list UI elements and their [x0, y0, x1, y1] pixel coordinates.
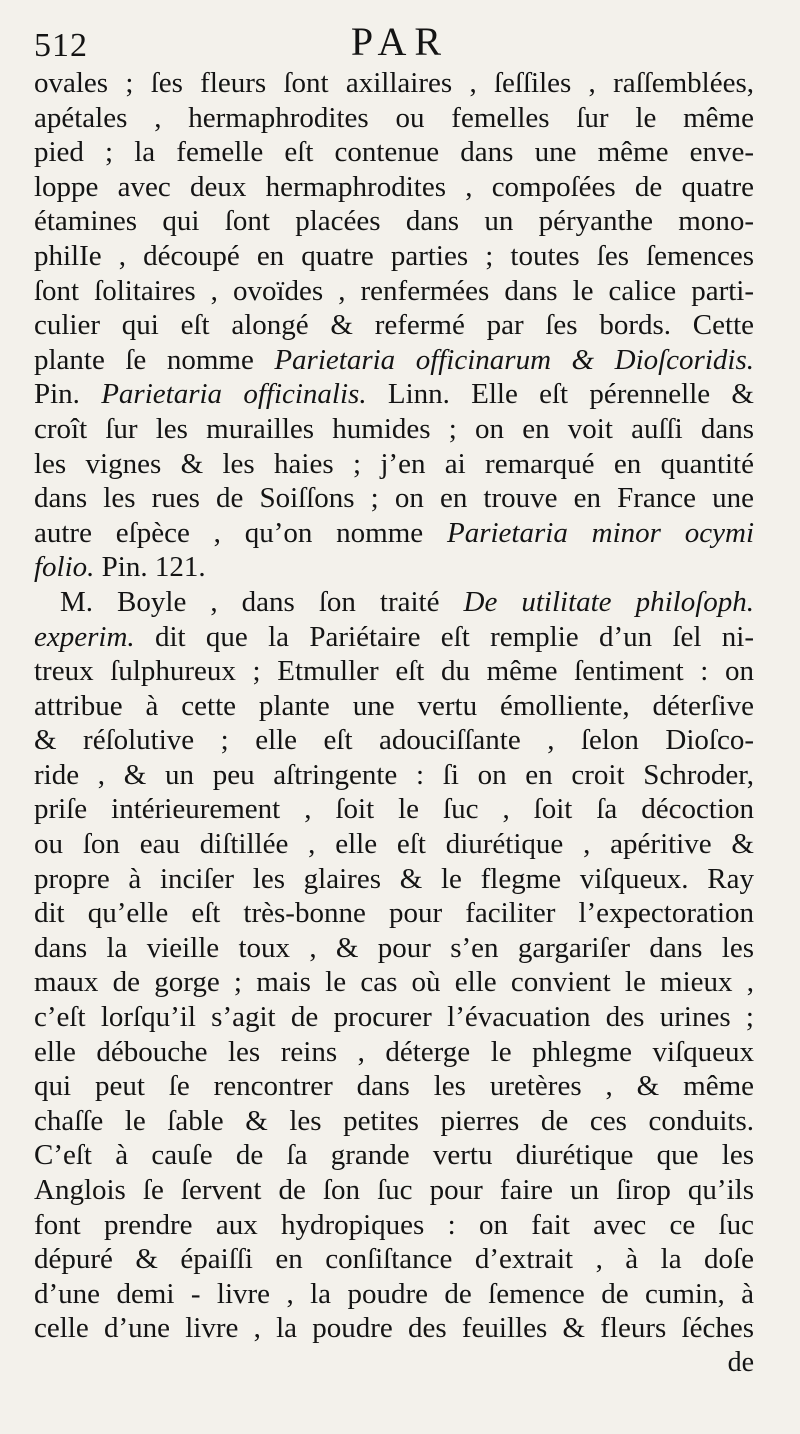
- text-segment: loppe avec deux hermaphrodites , compoſées de quatre: [34, 170, 754, 203]
- text-segment: dépuré & épaiſſi en conſiſtance d’extrait , à la doſe: [34, 1243, 754, 1276]
- text-segment: attribue à cette plante une vertu émolliente, déterſive: [34, 689, 754, 722]
- text-line: [34, 1173, 754, 1208]
- text-segment: maux de gorge ; mais le cas où elle convient le mieux ,: [34, 966, 754, 999]
- text-line: [34, 1242, 754, 1277]
- text-line: [34, 516, 754, 551]
- text-segment: qui peut ſe rencontrer dans les uretères , & même: [34, 1070, 754, 1103]
- text-segment: plante ſe nomme: [34, 343, 275, 376]
- text-segment: celle d’une livre , la poudre des feuilles & fleurs ſéches: [34, 1312, 754, 1345]
- text-line: [34, 1138, 754, 1173]
- text-segment: Pin.: [34, 378, 102, 411]
- text-line: [34, 274, 754, 309]
- text-segment: & réſolutive ; elle eſt adouciſſante , ſelon Dioſco-: [34, 724, 754, 757]
- running-head: PAR: [350, 19, 450, 64]
- text-segment: font prendre aux hydropiques : on fait avec ce ſuc: [34, 1208, 754, 1241]
- text-line: [34, 170, 754, 205]
- latin-title: De utilitate philoſoph.: [463, 585, 755, 618]
- text-segment: propre à inciſer les glaires & le flegme viſqueux. Ray: [34, 862, 754, 895]
- text-line: [34, 447, 754, 482]
- text-line: [34, 1069, 754, 1104]
- catchword-line: [34, 1346, 754, 1381]
- catchword: de: [727, 1346, 754, 1378]
- text-line: [34, 1277, 754, 1312]
- text-segment: ovales ; ſes fleurs ſont axillaires , ſeſſiles , raſſemblées,: [34, 67, 754, 99]
- text-line: [34, 654, 754, 689]
- text-line: [34, 308, 754, 343]
- text-line: [34, 135, 754, 170]
- text-line: [34, 377, 754, 412]
- text-line: [34, 723, 754, 758]
- text-segment: autre eſpèce , qu’on nomme: [34, 516, 447, 549]
- text-segment: philIe , découpé en quatre parties ; toutes ſes ſemences: [34, 239, 754, 272]
- text-line: [34, 689, 754, 724]
- text-line: [34, 1035, 754, 1070]
- text-segment: d’une demi - livre , la poudre de ſemence de cumin, à: [34, 1277, 754, 1310]
- text-segment: dit que la Pariétaire eſt remplie d’un ſel ni-: [134, 620, 754, 653]
- text-line: [34, 239, 754, 274]
- text-body: [34, 66, 754, 1381]
- text-segment: ſont ſolitaires , ovoïdes , renfermées dans le calice parti-: [34, 274, 754, 307]
- text-line: [34, 792, 754, 827]
- text-segment: Pin. 121.: [94, 551, 206, 584]
- text-line: [34, 550, 754, 585]
- text-segment: dans la vieille toux , & pour s’en gargariſer dans les: [34, 931, 754, 964]
- text-segment: ou ſon eau diſtillée , elle eſt diurétique , apéritive &: [34, 828, 754, 861]
- text-segment: C’eſt à cauſe de ſa grande vertu diurétique que les: [34, 1139, 754, 1172]
- text-line: [34, 862, 754, 897]
- latin-title: experim.: [34, 620, 135, 653]
- page-header: [0, 18, 800, 68]
- paragraph-start-line: [34, 585, 754, 620]
- text-line: [34, 1104, 754, 1139]
- text-segment: elle débouche les reins , déterge le phlegme viſqueux: [34, 1035, 754, 1068]
- text-line: [34, 827, 754, 862]
- text-line: [34, 204, 754, 239]
- latin-name: Parietaria officinarum & Dioſcoridis.: [274, 343, 754, 376]
- text-line: [34, 965, 754, 1000]
- text-segment: ride , & un peu aſtringente : ſi on en croit Schroder,: [34, 758, 754, 791]
- text-line: [34, 758, 754, 793]
- text-segment: croît ſur les murailles humides ; on en voit auſſi dans: [34, 412, 754, 445]
- text-line: [34, 620, 754, 655]
- text-line: [34, 343, 754, 378]
- text-segment: Linn. Elle eſt pérennelle &: [366, 378, 754, 411]
- text-line: [34, 1000, 754, 1035]
- text-segment: les vignes & les haies ; j’en ai remarqué en quantité: [34, 447, 754, 480]
- text-segment: priſe intérieurement , ſoit le ſuc , ſoit ſa décoction: [34, 793, 754, 826]
- latin-name: folio.: [34, 551, 95, 584]
- page-number: 512: [34, 27, 88, 64]
- text-line: [34, 1208, 754, 1243]
- text-segment: chaſſe le ſable & les petites pierres de ces conduits.: [34, 1104, 754, 1137]
- text-segment: dans les rues de Soiſſons ; on en trouve en France une: [34, 482, 754, 515]
- text-line: [34, 931, 754, 966]
- text-segment: M. Boyle , dans ſon traité: [60, 585, 464, 618]
- text-segment: treux ſulphureux ; Etmuller eſt du même ſentiment : on: [34, 655, 754, 688]
- text-line: [34, 1311, 754, 1346]
- text-line: [34, 412, 754, 447]
- text-segment: Anglois ſe ſervent de ſon ſuc pour faire un ſirop qu’ils: [34, 1174, 754, 1206]
- text-line: [34, 896, 754, 931]
- latin-name: Parietaria officinalis.: [101, 378, 367, 411]
- text-segment: pied ; la femelle eſt contenue dans une même enve-: [34, 136, 754, 169]
- text-line: [34, 101, 754, 136]
- text-line: [34, 66, 754, 101]
- text-line: [34, 481, 754, 516]
- text-segment: c’eſt lorſqu’il s’agit de procurer l’évacuation des urines ;: [34, 1001, 754, 1034]
- latin-name: Parietaria minor ocymi: [447, 516, 754, 549]
- text-segment: étamines qui ſont placées dans un péryanthe mono-: [34, 205, 754, 238]
- text-segment: culier qui eſt alongé & refermé par ſes bords. Cette: [34, 309, 754, 342]
- text-segment: apétales , hermaphrodites ou femelles ſur le même: [34, 101, 754, 134]
- text-segment: dit qu’elle eſt très-bonne pour faciliter l’expectoration: [34, 897, 754, 930]
